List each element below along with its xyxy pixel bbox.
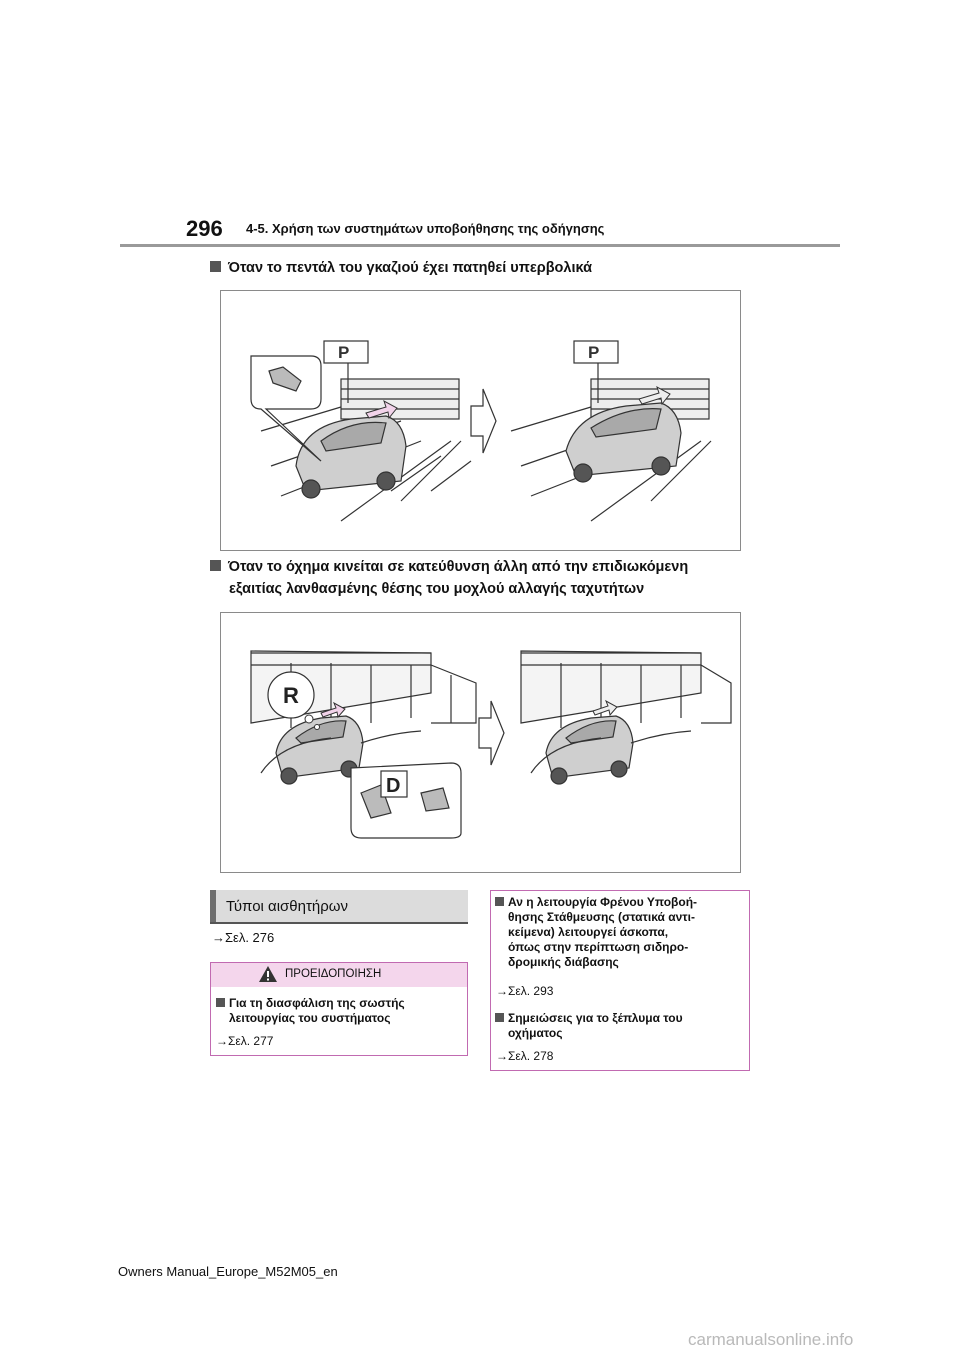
figure-accelerator-pressed: [220, 290, 741, 551]
header-divider: [120, 244, 840, 247]
watermark: carmanualsonline.info: [688, 1330, 854, 1349]
square-bullet-icon: [216, 998, 225, 1007]
sensor-types-page-ref[interactable]: →Σελ. 276: [212, 930, 275, 945]
heading-accelerator: [210, 257, 592, 279]
sensor-types-divider: [210, 922, 468, 924]
notes-item2-page-ref[interactable]: →Σελ. 278: [496, 1049, 554, 1063]
heading-wrong-gear-line1: Όταν το όχημα κινείται σε κατεύθυνση άλλη από την επιδιωκόμενη: [228, 559, 689, 575]
notes-item-car-wash: [495, 1011, 735, 1041]
warning-page-ref[interactable]: →Σελ. 277: [216, 1034, 274, 1048]
notes-item2-line1: Σημειώσεις για το ξέπλυμα του: [508, 1011, 683, 1025]
heading-wrong-gear-line2: εξαιτίας λανθασμένης θέσης του μοχλού αλλαγής ταχυτήτων: [229, 581, 645, 597]
parking-sign-right: P: [588, 343, 600, 362]
warning-triangle-icon: [258, 965, 278, 983]
heading-wrong-gear: [210, 556, 770, 600]
square-bullet-icon: [495, 1013, 504, 1022]
notes-item1-line2: θησης Στάθμευσης (στατικά αντι-: [508, 910, 695, 924]
square-bullet-icon: [495, 897, 504, 906]
notes-item1-line1: Αν η λειτουργία Φρένου Υποβοή-: [508, 895, 698, 909]
warning-item-line2: λειτουργίας του συστήματος: [229, 1011, 391, 1025]
notes-item1-line5: δρομικής διάβασης: [508, 955, 619, 969]
figure-wrong-gear: [220, 612, 741, 873]
section-title: 4-5. Χρήση των συστημάτων υποβοήθησης της οδήγησης: [246, 221, 605, 236]
warning-item-line1: Για τη διασφάλιση της σωστής: [229, 996, 405, 1010]
notes-item2-line2: οχήματος: [508, 1026, 563, 1040]
warning-title: ΠΡΟΕΙΔΟΠΟΙΗΣΗ: [285, 968, 382, 980]
heading-accelerator-text: Όταν το πεντάλ του γκαζιού έχει πατηθεί υπερβολικά: [228, 260, 593, 276]
square-bullet-icon: [210, 560, 221, 571]
selected-gear-label: D: [386, 775, 401, 797]
notes-item1-line4: όπως στην περίπτωση σιδηρο-: [508, 940, 689, 954]
wrong-gear-illustration: [221, 613, 740, 872]
thought-bubble-gear: R: [283, 683, 299, 708]
footer-doc-id: Owners Manual_Europe_M52M05_en: [118, 1264, 338, 1279]
square-bullet-icon: [210, 261, 221, 272]
notes-item1-page-ref[interactable]: →Σελ. 293: [496, 984, 554, 998]
notes-item-parking-brake: [495, 895, 735, 970]
notes-item1-line3: κείμενα) λειτουργεί άσκοπα,: [508, 925, 669, 939]
warning-item: [216, 996, 461, 1026]
page-number: 296: [186, 216, 223, 241]
accelerator-illustration: [221, 291, 740, 550]
sensor-types-heading: Τύποι αισθητήρων: [226, 898, 348, 915]
parking-sign-left: P: [338, 343, 350, 362]
